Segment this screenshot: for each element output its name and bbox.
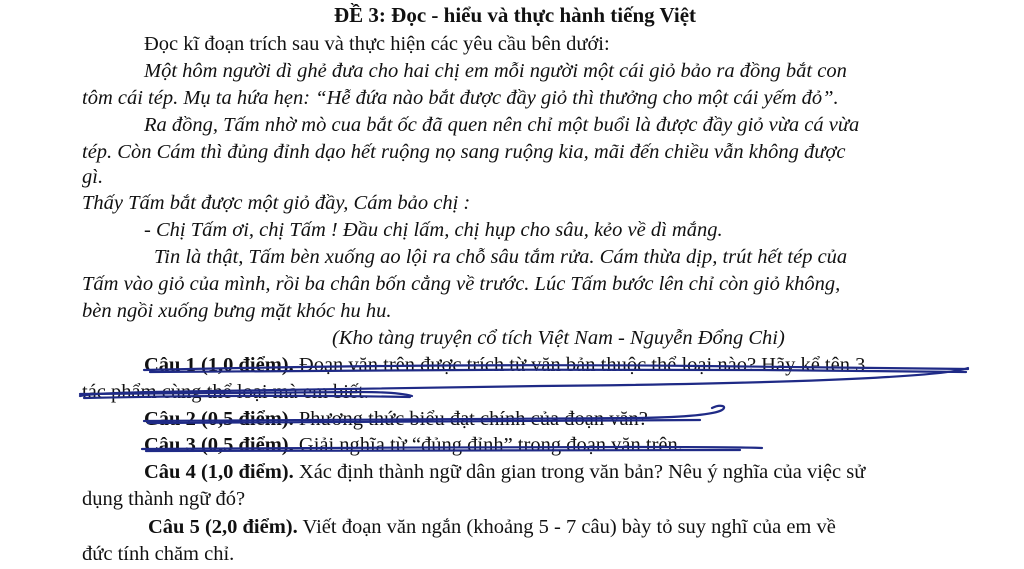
question-5-text: Viết đoạn văn ngắn (khoảng 5 - 7 câu) bày tỏ suy nghĩ của em về bbox=[297, 516, 836, 538]
question-3-label: Câu 3 (0,5 điểm). bbox=[144, 434, 294, 456]
passage-line: Một hôm người dì ghẻ đưa cho hai chị em mỗi người một cái giỏ bảo ra đồng bắt con bbox=[144, 60, 847, 82]
exam-title: ĐỀ 3: Đọc - hiểu và thực hành tiếng Việt bbox=[334, 3, 697, 27]
question-2-label: Câu 2 (0,5 điểm). bbox=[144, 408, 294, 430]
question-1-continued: tác phẩm cùng thể loại mà em biết. bbox=[82, 381, 369, 403]
instruction-text: Đọc kĩ đoạn trích sau và thực hiện các yêu cầu bên dưới: bbox=[144, 33, 610, 55]
question-3-text: Giải nghĩa từ “đủng đỉnh” trong đoạn văn trên. bbox=[293, 434, 683, 456]
question-4 bbox=[144, 459, 865, 485]
passage-source: (Kho tàng truyện cổ tích Việt Nam - Nguyễn Đổng Chi) bbox=[332, 327, 785, 349]
passage-line: - Chị Tấm ơi, chị Tấm ! Đầu chị lấm, chị hụp cho sâu, kẻo về dì mắng. bbox=[144, 219, 723, 241]
question-1 bbox=[144, 352, 865, 378]
question-4-continued: dụng thành ngữ đó? bbox=[82, 488, 246, 510]
passage-line: tép. Còn Cám thì đủng đỉnh dạo hết ruộng nọ sang ruộng kia, mãi đến chiều vẫn không được bbox=[82, 141, 846, 163]
question-1-label: Câu 1 (1,0 điểm). bbox=[144, 354, 294, 376]
question-3 bbox=[144, 432, 683, 458]
passage-line: tôm cái tép. Mụ ta hứa hẹn: “Hễ đứa nào bắt được đầy giỏ thì thưởng cho một cái yếm đỏ”. bbox=[82, 87, 839, 109]
question-5 bbox=[148, 514, 836, 540]
question-4-label: Câu 4 (1,0 điểm). bbox=[144, 461, 294, 483]
question-5-label: Câu 5 (2,0 điểm). bbox=[148, 516, 298, 538]
question-5-continued: đức tính chăm chỉ. bbox=[82, 543, 235, 565]
passage-line: Tấm vào giỏ của mình, rồi ba chân bốn cẳng về trước. Lúc Tấm bước lên chỉ còn giỏ không, bbox=[82, 273, 841, 295]
passage-line: Thấy Tấm bắt được một giỏ đầy, Cám bảo chị : bbox=[82, 192, 471, 214]
passage-line: Tin là thật, Tấm bèn xuống ao lội ra chỗ sâu tắm rửa. Cám thừa dịp, trút hết tép của bbox=[154, 246, 848, 268]
question-4-text: Xác định thành ngữ dân gian trong văn bản? Nêu ý nghĩa của việc sử bbox=[293, 461, 866, 483]
passage-line: Ra đồng, Tấm nhờ mò cua bắt ốc đã quen nên chỉ một buổi là được đầy giỏ vừa cá vừa bbox=[144, 114, 860, 136]
question-1-text: Đoạn văn trên được trích từ văn bản thuộc thể loại nào? Hãy kể tên 3 bbox=[293, 354, 866, 376]
question-2 bbox=[144, 406, 648, 432]
passage-line: bèn ngồi xuống bưng mặt khóc hu hu. bbox=[82, 300, 392, 322]
question-2-text: Phương thức biểu đạt chính của đoạn văn? bbox=[293, 408, 648, 430]
passage-line: gì. bbox=[82, 166, 104, 188]
